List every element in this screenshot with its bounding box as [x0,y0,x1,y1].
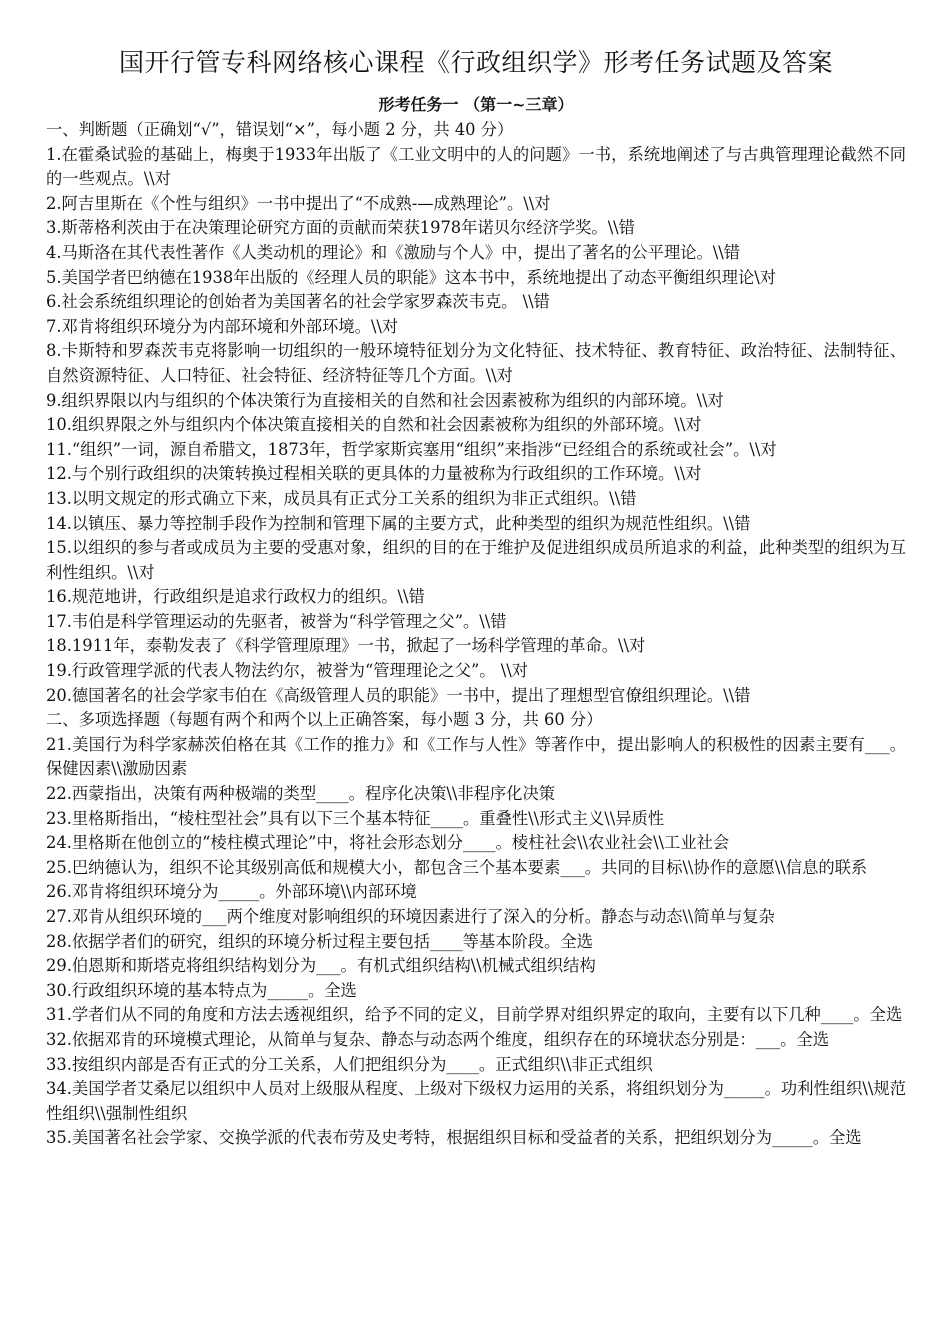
question-item: 2.阿吉里斯在《个性与组织》一书中提出了“不成熟-—成熟理论”。\\对 [46,193,551,213]
question-item: 10.组织界限之外与组织内个体决策直接相关的自然和社会因素被称为组织的外部环境。\\对 [46,415,702,435]
question-item: 27.邓肯从组织环境的___两个维度对影响组织的环境因素进行了深入的分析。静态与动态\\简单与复杂 [46,907,775,926]
question-item: 12.与个别行政组织的决策转换过程相关联的更具体的力量被称为行政组织的工作环境。\\对 [46,464,702,484]
question-item: 21.美国行为科学家赫茨伯格在其《工作的推力》和《工作与人性》等著作中，提出影响人的积极性的因素主要有___。保健因素\\激励因素 [46,734,906,779]
multiple-choice-question-list [46,733,906,1151]
question-item: 34.美国学者艾桑尼以组织中人员对上级服从程度、上级对下级权力运用的关系，将组织划分为_____。功利性组织\\规范性组织\\强制性组织 [46,1079,906,1123]
question-item: 30.行政组织环境的基本特点为_____。全选 [46,980,357,1000]
question-item: 13.以明文规定的形式确立下来，成员具有正式分工关系的组织为非正式组织。\\错 [46,488,637,508]
question-item: 3.斯蒂格利茨由于在决策理论研究方面的贡献而荣获1978年诺贝尔经济学奖。\\错 [46,218,635,238]
question-item: 26.邓肯将组织环境分为_____。外部环境\\内部环境 [46,882,417,902]
question-item: 5.美国学者巴纳德在1938年出版的《经理人员的职能》这本书中，系统地提出了动态平衡组织理论\对 [46,267,776,287]
question-item: 1.在霍桑试验的基础上，梅奥于1933年出版了《工业文明中的人的问题》一书，系统地阐述了与古典管理理论截然不同的一些观点。\\对 [46,144,906,189]
question-item: 7.邓肯将组织环境分为内部环境和外部环境。\\对 [46,316,399,336]
question-item: 6.社会系统组织理论的创始者为美国著名的社会学家罗森茨韦克。 \\错 [46,292,550,312]
question-item: 17.韦伯是科学管理运动的先驱者，被誉为“科学管理之父”。\\错 [46,611,507,631]
document-title: 国开行管专科网络核心课程《行政组织学》形考任务试题及答案 [118,48,833,77]
question-item: 9.组织界限以内与组织的个体决策行为直接相关的自然和社会因素被称为组织的内部环境。\\对 [46,390,724,410]
question-item: 22.西蒙指出，决策有两种极端的类型____。程序化决策\\非程序化决策 [46,784,556,804]
question-item: 32.依据邓肯的环境模式理论，从简单与复杂、静态与动态两个维度，组织存在的环境状态分别是：___。全选 [46,1029,829,1049]
question-item: 8.卡斯特和罗森茨韦克将影响一切组织的一般环境特征划分为文化特征、技术特征、教育特征、政治特征、法制特征、自然资源特征、人口特征、社会特征、经济特征等几个方面。\\对 [46,341,906,385]
task-subtitle: 形考任务一 （第一~三章） [378,95,574,114]
true-false-question-list [46,143,906,709]
question-item: 31.学者们从不同的角度和方法去透视组织，给予不同的定义，目前学界对组织界定的取向，主要有以下几种____。全选 [46,1005,903,1025]
question-item: 35.美国著名社会学家、交换学派的代表布劳及史考特，根据组织目标和受益者的关系，把组织划分为_____。全选 [46,1128,862,1148]
question-item: 18.1911年，泰勒发表了《科学管理原理》一书，掀起了一场科学管理的革命。\\对 [46,636,646,656]
question-item: 23.里格斯指出，“棱柱型社会”具有以下三个基本特征____。重叠性\\形式主义\\异质性 [46,808,665,828]
question-item: 33.按组织内部是否有正式的分工关系，人们把组织分为____。正式组织\\非正式组织 [46,1054,653,1074]
question-item: 4.马斯洛在其代表性著作《人类动机的理论》和《激励与个人》中，提出了著名的公平理论。\\错 [46,242,741,262]
question-item: 29.伯恩斯和斯塔克将组织结构划分为___。有机式组织结构\\机械式组织结构 [46,956,596,976]
question-item: 11.“组织”一词，源自希腊文，1873年，哲学家斯宾塞用“组织”来指涉“已经组合的系统或社会”。\\对 [46,439,777,459]
question-item: 24.里格斯在他创立的“棱柱模式理论”中，将社会形态划分____。棱柱社会\\农业社会\\工业社会 [46,833,730,853]
section-header-true-false: 一、判断题（正确划“√”，错误划“×”，每小题 2 分，共 40 分） [46,120,514,139]
section-header-multiple-choice: 二、多项选择题（每题有两个和两个以上正确答案，每小题 3 分，共 60 分） [46,710,603,730]
question-item: 15.以组织的参与者或成员为主要的受惠对象，组织的目的在于维护及促进组织成员所追求的利益，此种类型的组织为互利性组织。\\对 [46,538,906,582]
question-item: 14.以镇压、暴力等控制手段作为控制和管理下属的主要方式，此种类型的组织为规范性组织。\\错 [46,513,751,533]
question-item: 16.规范地讲，行政组织是追求行政权力的组织。\\错 [46,587,425,607]
question-item: 28.依据学者们的研究，组织的环境分析过程主要包括____等基本阶段。全选 [46,931,593,951]
question-item: 19.行政管理学派的代表人物法约尔，被誉为“管理理论之父”。 \\对 [46,661,529,681]
question-item: 25.巴纳德认为，组织不论其级别高低和规模大小，都包含三个基本要素___。共同的目标\\协作的意愿\\信息的联系 [46,857,868,877]
question-item: 20.德国著名的社会学家韦伯在《高级管理人员的职能》一书中，提出了理想型官僚组织理论。\\错 [46,685,751,705]
